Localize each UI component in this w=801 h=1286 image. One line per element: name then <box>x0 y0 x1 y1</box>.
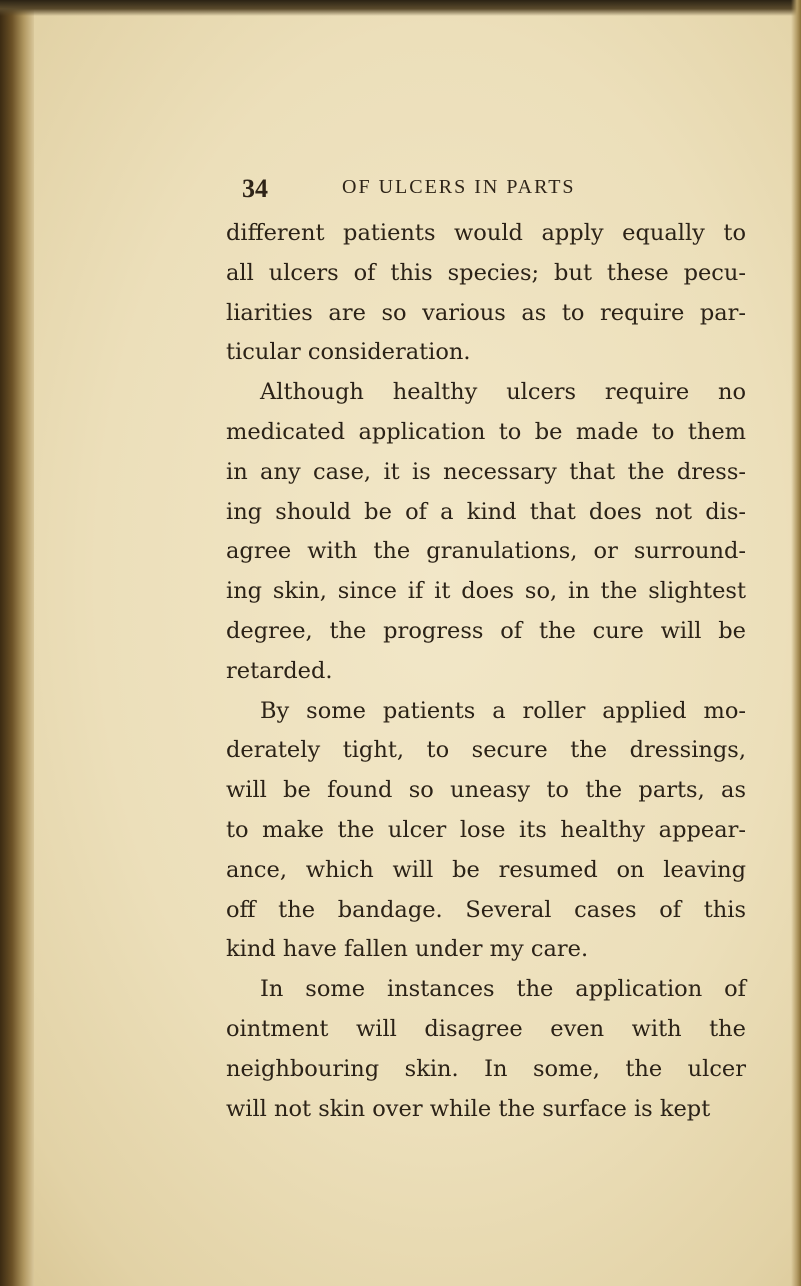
text-line: degree, the progress of the cure will be <box>226 617 746 644</box>
text-line: ance, which will be resumed on leaving <box>226 856 746 883</box>
text-line: ointment will disagree even with the <box>226 1015 746 1042</box>
page-number: 34 <box>242 174 268 203</box>
text-line: ing should be of a kind that does not dis- <box>226 498 746 525</box>
text-line: agree with the granulations, or surround- <box>226 538 746 565</box>
text-line: medicated application to be made to them <box>226 418 746 445</box>
text-line: In some instances the application of <box>260 976 746 1003</box>
text-line: different patients would apply equally to <box>226 220 746 246</box>
text-line: in any case, it is necessary that the dress- <box>226 458 746 485</box>
text-line: ing skin, since if it does so, in the slightest <box>226 578 746 605</box>
text-line: will not skin over while the surface is kept <box>226 1095 711 1122</box>
text-line: kind have fallen under my care. <box>226 936 589 963</box>
text-line: retarded. <box>226 657 333 684</box>
text-line: all ulcers of this species; but these pecu- <box>226 259 746 286</box>
text-line: Although healthy ulcers require no <box>260 379 746 406</box>
running-head-title: OF ULCERS IN PARTS <box>342 176 576 198</box>
text-line: By some patients a roller applied mo- <box>260 697 746 724</box>
text-line: off the bandage. Several cases of this <box>226 896 746 923</box>
text-line: will be found so uneasy to the parts, as <box>226 777 746 804</box>
text-line: derately tight, to secure the dressings, <box>226 737 746 764</box>
body-text <box>226 214 746 1129</box>
running-head <box>0 168 801 203</box>
text-line: neighbouring skin. In some, the ulcer <box>226 1055 746 1082</box>
text-line: ticular consideration. <box>226 339 471 366</box>
text-line: to make the ulcer lose its healthy appear- <box>226 816 746 843</box>
text-line: liarities are so various as to require par- <box>226 299 746 326</box>
